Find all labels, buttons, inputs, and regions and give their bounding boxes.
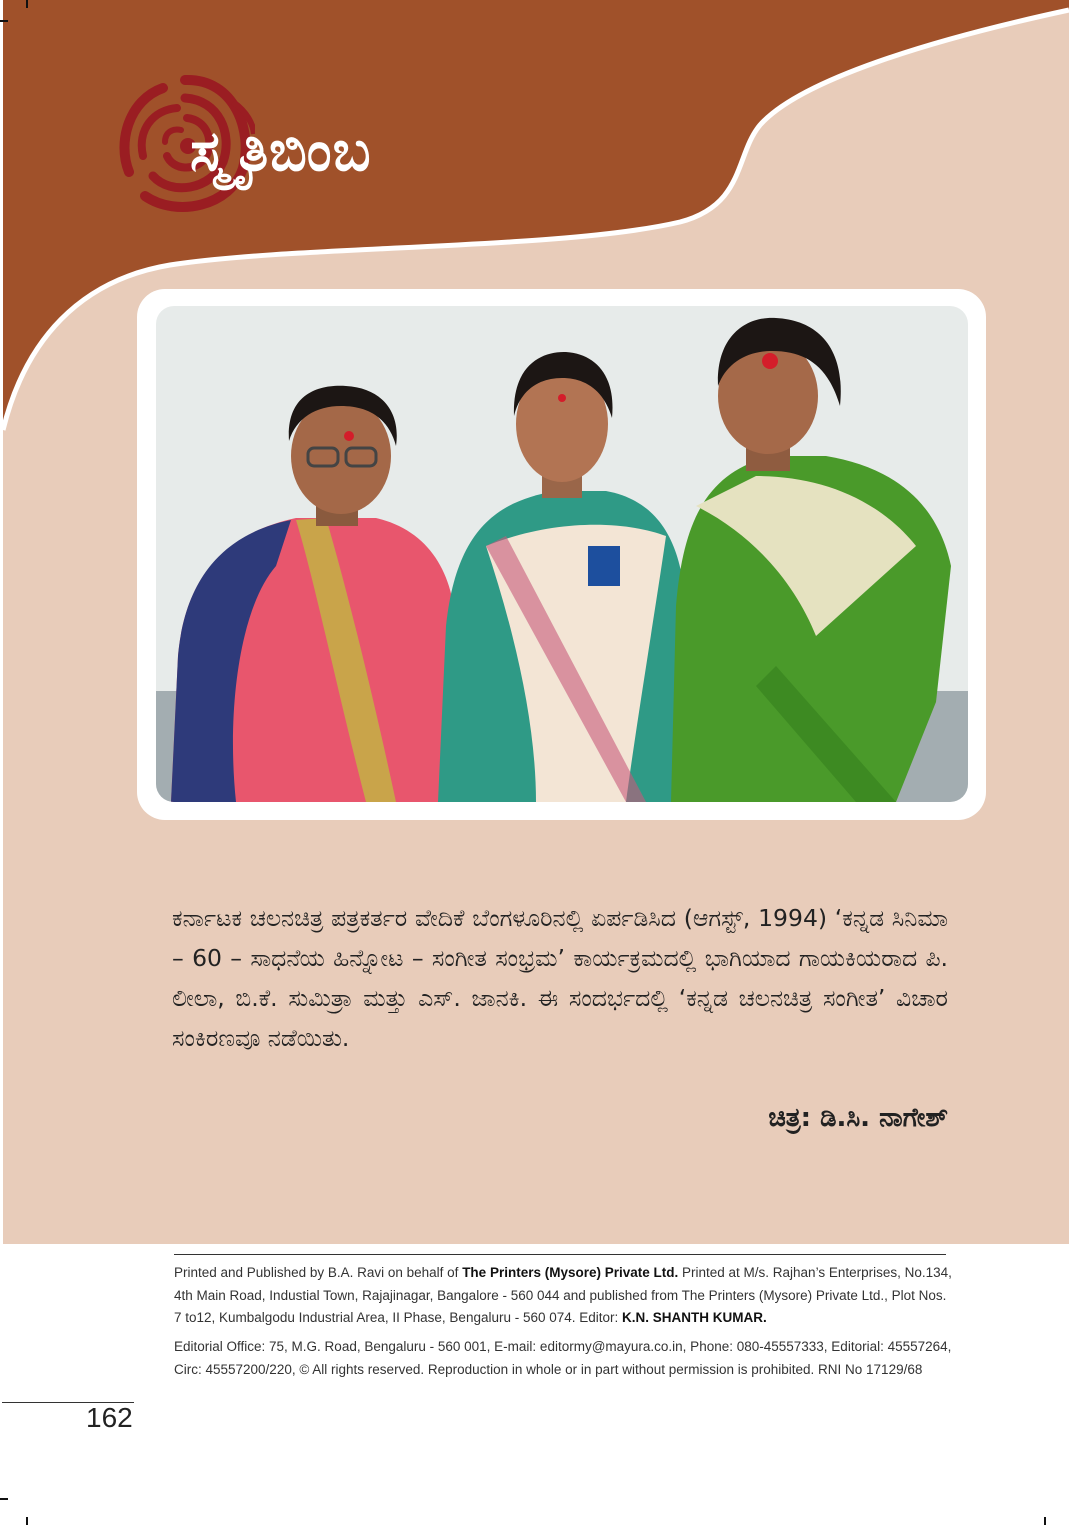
photo-credit: ಚಿತ್ರ: ಡಿ.ಸಿ. ನಾಗೇಶ್ (768, 1103, 948, 1133)
imprint-company: The Printers (Mysore) Private Ltd. (462, 1265, 679, 1280)
page-title: ಸ್ಮೃತಿಬಿಂಬ (190, 119, 372, 184)
imprint-text (174, 1262, 954, 1330)
crop-mark (0, 1498, 8, 1500)
group-photo (156, 306, 968, 802)
crop-mark (26, 1517, 28, 1525)
editorial-office-text: Editorial Office: 75, M.G. Road, Bengaluru - 560 001, E-mail: editormy@mayura.co.in, Phone: 080-45557333, Editorial: 45557264, Circ: 45557200/220, © All rights reserved. Reproduction in whole or in part without permission is prohibited. RNI No 17129/68 (174, 1339, 952, 1377)
imprint-part: Printed and Published by B.A. Ravi on behalf of (174, 1265, 463, 1280)
imprint-editor: K.N. SHANTH KUMAR. (622, 1310, 767, 1325)
crop-mark (1044, 1517, 1046, 1525)
imprint-part: Printed at M/s. Rajhan’s Enterprises, No.134, 4th Main Road, Industial Town, Rajajinagar, Bangalore - 560 044 and published from The Printers (Mysore) Private Ltd., Plot Nos. 7 to12, Kumbalgodu Industrial Area, II Phase, Bengaluru - 560 074. Editor: (174, 1265, 952, 1325)
crop-mark (26, 0, 28, 8)
photo-caption: ಕರ್ನಾಟಕ ಚಲನಚಿತ್ರ ಪತ್ರಕರ್ತರ ವೇದಿಕೆ ಬೆಂಗಳೂರಿನಲ್ಲಿ ಏರ್ಪಡಿಸಿದ (ಆಗಸ್ಟ್, 1994) ‘ಕನ್ನಡ ಸಿನಿಮಾ – 60 – ಸಾಧನೆಯ ಹಿನ್ನೋಟ – ಸಂಗೀತ ಸಂಭ್ರಮ’ ಕಾರ್ಯಕ್ರಮದಲ್ಲಿ ಭಾಗಿಯಾದ ಗಾಯಕಿಯರಾದ ಪಿ. ಲೀಲಾ, ಬಿ.ಕೆ. ಸುಮಿತ್ರಾ ಮತ್ತು ಎಸ್. ಜಾನಕಿ. ಈ ಸಂದರ್ಭದಲ್ಲಿ ‘ಕನ್ನಡ ಚಲನಚಿತ್ರ ಸಂಗೀತ’ ವಿಚಾರ ಸಂಕಿರಣವೂ ನಡೆಯಿತು. (172, 904, 948, 1052)
page-number: 162 (86, 1402, 133, 1433)
footer-divider (174, 1254, 946, 1255)
crop-mark (0, 20, 8, 22)
